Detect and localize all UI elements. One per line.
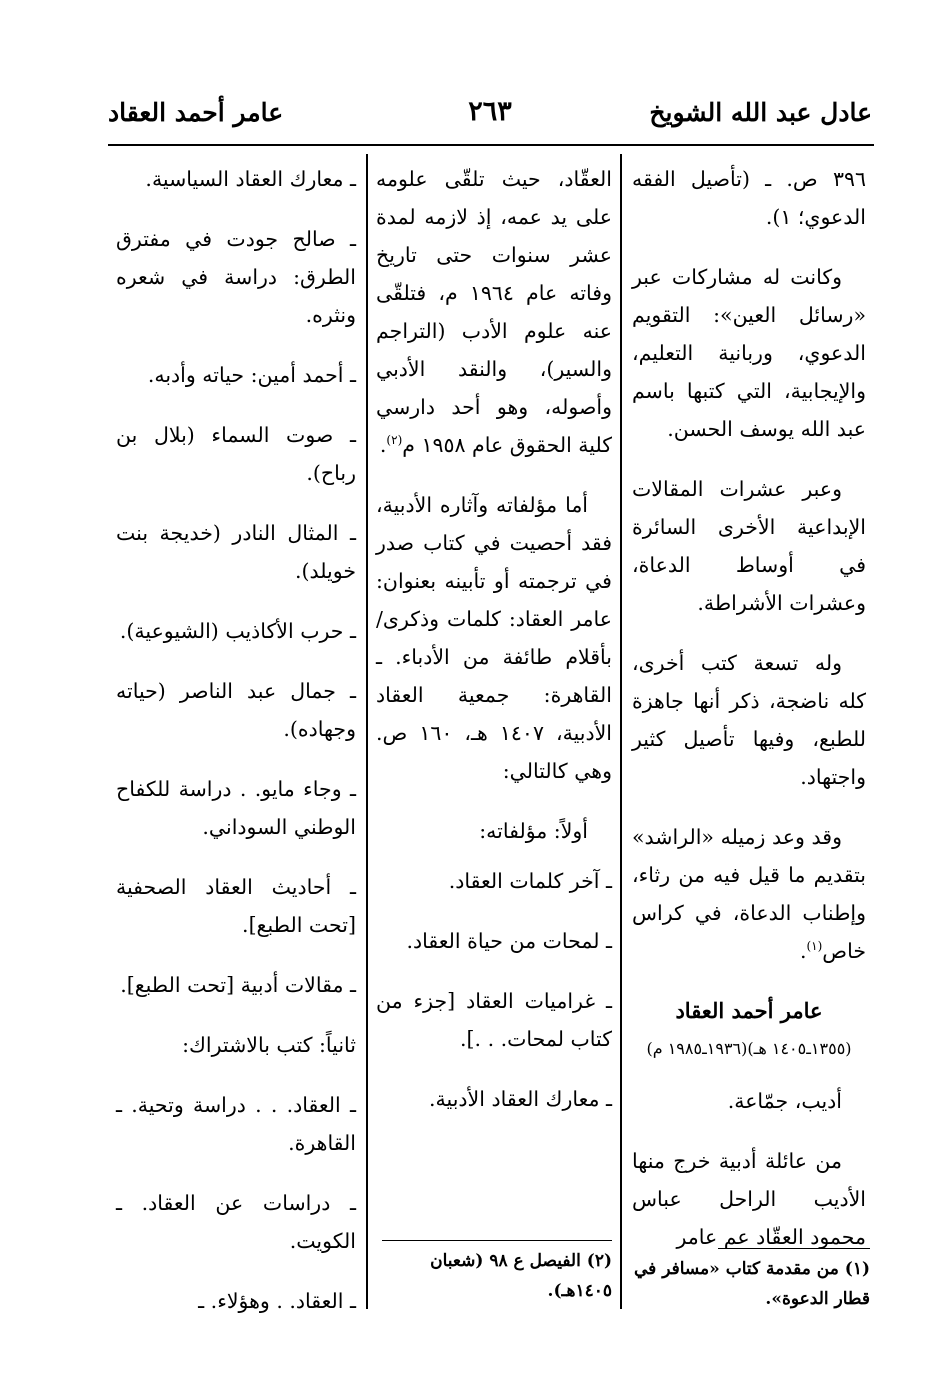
header-rule — [108, 144, 874, 146]
list-item: ـ المثال النادر (خديجة بنت خويلد). — [116, 521, 356, 583]
paragraph: وكانت له مشاركات عبر «رسائل العين»: التقويم الدعوي، وربانية التعليم، والإيجابية، التي كتبها باسم عبد الله يوسف الحسن. — [632, 265, 866, 441]
paragraph: وقد وعد زميله «الراشد» بتقديم ما قيل فيه من رثاء، وإطناب الدعاة، في كراس خاص$^{(١)}$. — [632, 825, 866, 963]
list-item: ـ غراميات العقاد [جزء من كتاب لمحات. . .]. — [376, 989, 612, 1051]
column-left — [116, 160, 356, 1342]
column-middle — [376, 160, 612, 1140]
footnote-ref: (٢) — [386, 433, 403, 447]
column-divider — [366, 154, 368, 1309]
list-item: ـ لمحات من حياة العقاد. — [406, 929, 612, 953]
list-item: ـ أحاديث العقاد الصحفية [تحت الطبع]. — [116, 875, 356, 937]
footnote-rule — [382, 1240, 612, 1241]
list-item: ـ جمال عبد الناصر (حياته وجهاده). — [116, 679, 356, 741]
header-author: عادل عبد الله الشويخ — [649, 98, 872, 127]
list-item: ـ آخر كلمات العقاد. — [448, 869, 612, 893]
footnote: (١) من مقدمة كتاب «مسافر في قطار الدعوة». — [633, 1259, 870, 1309]
footnote-ref: (١) — [806, 939, 823, 953]
entry-dates: (١٣٥٥ـ١٤٠٥ هـ)(١٩٣٦ـ١٩٨٥ م) — [646, 1039, 852, 1058]
column-divider — [620, 154, 622, 1309]
list-item: ـ مقالات أدبية [تحت الطبع]. — [120, 973, 356, 997]
paragraph: وعبر عشرات المقالات الإبداعية الأخرى السائرة في أوساط الدعاة، وعشرات الأشراطة. — [632, 477, 866, 615]
list-item: ـ العقاد. . . دراسة وتحية. ـ القاهرة. — [116, 1093, 356, 1155]
running-header — [108, 94, 872, 140]
footnote-rule — [718, 1248, 870, 1249]
page-number: ٢٦٣ — [468, 96, 512, 127]
list-item: ـ أحمد أمين: حياته وأدبه. — [147, 363, 356, 387]
list-item: ـ العقاد. . وهؤلاء. ـ — [198, 1289, 356, 1313]
column-right — [632, 160, 866, 1278]
paragraph: من عائلة أدبية خرج منها الأديب الراحل عباس محمود العقّاد عم عامر — [632, 1149, 866, 1249]
list-item: ـ معارك العقاد السياسية. — [145, 167, 356, 191]
list-item: ـ معارك العقاد الأدبية. — [429, 1087, 612, 1111]
subheading: ثانياً: كتب بالاشتراك: — [182, 1033, 356, 1057]
paragraph: العقّاد، حيث تلقّى علومه على يد عمه، إذ لازمه لمدة عشر سنوات حتى تاريخ وفاته عام ١٩٦٤ م، فتلقّى عنه علوم الأدب (التراجم والسير)، والنقد الأدبي وأصوله، وهو أحد دارسي كلية الحقوق عام ١٩٥٨ م$^{(٢)}$. — [376, 167, 612, 457]
paragraph: وله تسعة كتب أخرى، كله ناضجة، ذكر أنها جاهزة للطبع، وفيها تأصيل كثير واجتهاد. — [632, 651, 866, 789]
list-item: ـ دراسات عن العقاد. ـ الكويت. — [116, 1191, 356, 1253]
paragraph: أما مؤلفاته وآثاره الأدبية، فقد أحصيت في كتاب صدر في ترجمته أو تأبينه بعنوان: عامر العقاد: كلمات وذكرى/ بأقلام طائفة من الأدباء. ـ القاهرة: جمعية العقاد الأدبية، ١٤٠٧ هـ، ١٦٠ ص. وهي كالتالي: — [376, 493, 613, 783]
list-item: ـ صالح جودت في مفترق الطرق: دراسة في شعره ونثره. — [116, 227, 356, 327]
paragraph: أديب، جمّاعة. — [727, 1089, 842, 1113]
list-item: ـ صوت السماء (بلال بن رباح). — [116, 423, 356, 485]
entry-heading: عامر أحمد العقاد — [675, 998, 823, 1023]
paragraph-text: العقّاد، حيث تلقّى علومه على يد عمه، إذ لازمه لمدة عشر سنوات حتى تاريخ وفاته عام ١٩٦٤ م، فتلقّى عنه علوم الأدب (التراجم والسير)، والنقد الأدبي وأصوله، وهو أحد دارسي كلية الحقوق عام ١٩٥٨ م — [376, 167, 612, 457]
list-item: ـ وجاء مايو. . دراسة للكفاح الوطني السوداني. — [116, 777, 356, 839]
list-item: ـ حرب الأكاذيب (الشيوعية). — [119, 619, 356, 643]
footnote: (٢) الفيصل ع ٩٨ (شعبان ١٤٠٥هـ). — [430, 1251, 612, 1301]
paragraph-text: وقد وعد زميله «الراشد» بتقديم ما قيل فيه من رثاء، وإطناب الدعاة، في كراس خاص — [632, 825, 866, 963]
subheading: أولاً: مؤلفاته: — [479, 819, 588, 843]
paragraph: ٣٩٦ ص. ـ (تأصيل الفقه الدعوي؛ ١). — [632, 167, 866, 229]
header-entry: عامر أحمد العقاد — [108, 98, 284, 127]
